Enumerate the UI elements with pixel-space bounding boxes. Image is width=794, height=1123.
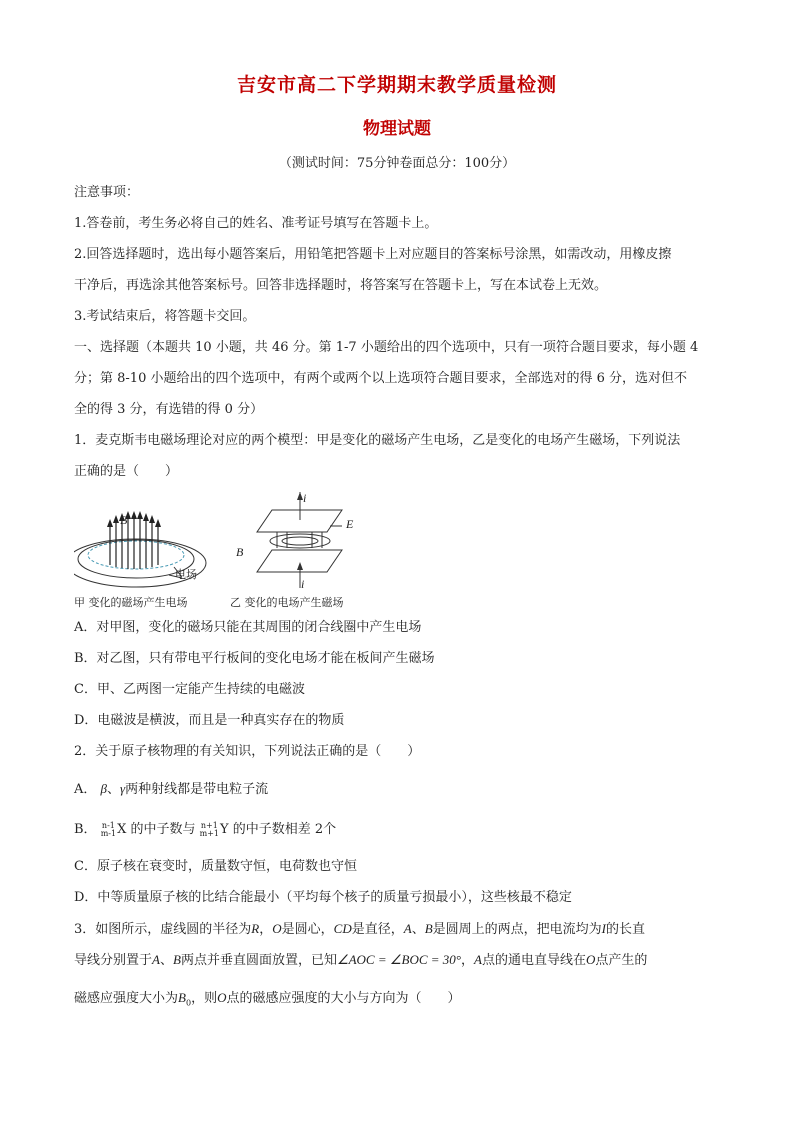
q3-text: ，则 bbox=[191, 991, 218, 1006]
y-mass-number: n+1 bbox=[200, 820, 218, 830]
q2-stem: 2．关于原子核物理的有关知识，下列说法正确的是（ ） bbox=[74, 744, 421, 759]
q3-text: 、 bbox=[159, 953, 173, 968]
q3-text: 磁感应强度大小为 bbox=[74, 991, 179, 1006]
y-nuclide-indices bbox=[200, 822, 219, 838]
note-2-line-1: 2.回答选择题时，选出每小题答案后，用铅笔把答题卡上对应题目的答案标号涂黑，如需改动，用橡皮擦 bbox=[74, 247, 672, 262]
q3-text: 点的磁感应强度的大小与方向为（ ） bbox=[226, 991, 461, 1006]
var-b0: B bbox=[178, 990, 186, 1005]
section-1-line-2: 分；第 8-10 小题给出的四个选项中，有两个或两个以上选项符合题目要求，全部选对的得 6 分，选对但不 bbox=[74, 371, 688, 386]
q2-a-sep: 、 bbox=[107, 782, 121, 797]
var-a: A bbox=[474, 952, 482, 967]
fig-yi-label-b: B bbox=[236, 545, 244, 559]
q2-b-prefix: B． bbox=[74, 822, 97, 837]
fig-yi-caption: 乙 变化的电场产生磁场 bbox=[230, 596, 344, 609]
q2-option-c: C．原子核在衰变时，质量数守恒，电荷数也守恒 bbox=[74, 859, 357, 874]
q3-text: 的长直 bbox=[606, 922, 646, 937]
q3-stem-line-3 bbox=[74, 988, 726, 1014]
x-nuclide-indices bbox=[101, 822, 116, 838]
q3-stem-line-1 bbox=[74, 919, 726, 940]
q2-option-a bbox=[74, 779, 726, 800]
q2-b-text: 的中子数相差 2个 bbox=[228, 822, 337, 837]
q3-text: ， bbox=[461, 953, 475, 968]
var-i: I bbox=[601, 921, 607, 936]
exam-title: 吉安市高二下学期期末教学质量检测 bbox=[236, 74, 557, 96]
q3-text: 3．如图所示，虚线圆的半径为 bbox=[74, 922, 252, 937]
angle-formula: ∠AOC = ∠BOC = 30° bbox=[336, 952, 462, 967]
note-3: 3.考试结束后，将答题卡交回。 bbox=[74, 309, 256, 324]
x-atomic-number: m-1 bbox=[100, 828, 117, 838]
q2-option-b bbox=[74, 820, 726, 840]
q1-stem-line-1: 1．麦克斯韦电磁场理论对应的两个模型：甲是变化的磁场产生电场，乙是变化的电场产生磁场，下列说法 bbox=[74, 433, 681, 448]
q1-option-b: B．对乙图，只有带电平行板间的变化电场才能在板间产生磁场 bbox=[74, 651, 435, 666]
fig-yi-label-i-bottom: i bbox=[301, 577, 305, 591]
var-o: O bbox=[272, 921, 282, 936]
q3-text: 、 bbox=[411, 922, 425, 937]
q1-option-d: D．电磁波是横波，而且是一种真实存在的物质 bbox=[74, 713, 345, 728]
y-atomic-number: m+1 bbox=[199, 828, 220, 838]
fig-jia-label-b: B bbox=[120, 513, 128, 527]
q2-b-mid: 的中子数与 bbox=[126, 822, 200, 837]
q3-text: 导线分别置于 bbox=[74, 953, 153, 968]
q2-option-d: D．中等质量原子核的比结合能最小（平均每个核子的质量亏损最小），这些核最不稳定 bbox=[74, 890, 572, 905]
var-b0-subscript: 0 bbox=[185, 998, 192, 1008]
q3-text: 点产生的 bbox=[595, 953, 648, 968]
subject-title: 物理试题 bbox=[363, 119, 431, 139]
fig-jia-caption: 甲 变化的磁场产生电场 bbox=[74, 596, 188, 609]
var-o: O bbox=[586, 952, 596, 967]
q3-text: 点的通电直导线在 bbox=[481, 953, 586, 968]
q3-text: 是直径， bbox=[351, 922, 404, 937]
figure-jia-changing-magnetic-field bbox=[74, 505, 224, 595]
fig-yi-label-e: E bbox=[346, 517, 354, 531]
q3-stem-line-2 bbox=[74, 950, 726, 971]
var-b: B bbox=[172, 952, 181, 967]
q2-a-prefix: A． bbox=[74, 782, 97, 797]
note-1: 1.答卷前，考生务必将自己的姓名、准考证号填写在答题卡上。 bbox=[74, 216, 438, 231]
var-o: O bbox=[217, 990, 227, 1005]
q1-option-c: C．甲、乙两图一定能产生持续的电磁波 bbox=[74, 682, 305, 697]
x-nuclide-symbol: X bbox=[117, 822, 127, 837]
q2-a-text: 两种射线都是带电粒子流 bbox=[125, 782, 269, 797]
x-mass-number: n-1 bbox=[101, 820, 115, 830]
var-a: A bbox=[403, 921, 412, 936]
var-a: A bbox=[152, 952, 160, 967]
q1-option-a: A．对甲图，变化的磁场只能在其周围的闭合线圈中产生电场 bbox=[74, 620, 422, 635]
exam-info: （测试时间：75分钟卷面总分：100分） bbox=[278, 156, 516, 171]
section-1-line-1: 一、选择题（本题共 10 小题，共 46 分。第 1-7 小题给出的四个选项中，只有一项符合题目要求，每小题 4 bbox=[74, 340, 699, 355]
q3-text: 两点并垂直圆面放置，已知 bbox=[180, 953, 337, 968]
section-1-line-3: 全的得 3 分，有选错的得 0 分） bbox=[74, 402, 264, 417]
q3-text: 是圆心， bbox=[281, 922, 334, 937]
figure-yi-changing-electric-field bbox=[232, 490, 362, 590]
var-r: R bbox=[251, 921, 260, 936]
fig-yi-label-i-top: i bbox=[303, 491, 307, 505]
fig-jia-label-field: 电场 bbox=[175, 568, 197, 581]
gamma-symbol: γ bbox=[120, 781, 126, 796]
y-nuclide-symbol: Y bbox=[220, 822, 229, 837]
notes-heading: 注意事项： bbox=[74, 185, 140, 200]
q1-stem-line-2: 正确的是（ ） bbox=[74, 464, 179, 479]
q3-text: 是圆周上的两点，把电流均为 bbox=[432, 922, 602, 937]
q3-text: ， bbox=[259, 922, 273, 937]
beta-symbol: β bbox=[100, 781, 108, 796]
var-b: B bbox=[424, 921, 433, 936]
var-cd: CD bbox=[333, 921, 352, 936]
note-2-line-2: 干净后，再选涂其他答案标号。回答非选择题时，将答案写在答题卡上，写在本试卷上无效。 bbox=[74, 278, 608, 293]
